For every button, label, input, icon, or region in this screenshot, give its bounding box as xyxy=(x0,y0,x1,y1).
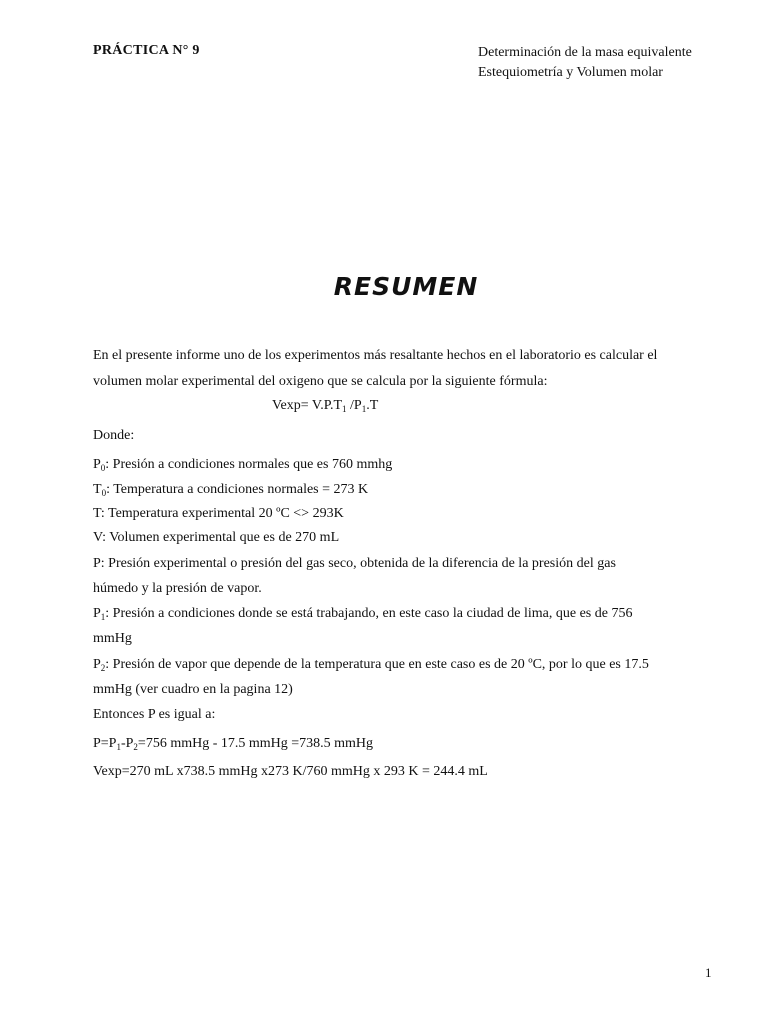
intro-line-2: volumen molar experimental del oxigeno que se calcula por la siguiente fórmula: xyxy=(93,374,548,389)
formula-vexp xyxy=(272,398,378,414)
definition-text: : Presión a condiciones normales que es 760 mmhg xyxy=(105,457,393,472)
header-subject xyxy=(478,43,692,83)
header-subject-line-1: Determinación de la masa equivalente xyxy=(478,45,692,60)
definition-p2 xyxy=(93,657,649,673)
definition-v: V: Volumen experimental que es de 270 mL xyxy=(93,530,340,545)
formula-mid: /P xyxy=(346,398,362,413)
definition-t0 xyxy=(93,482,368,498)
symbol: P xyxy=(93,457,101,472)
donde-label: Donde: xyxy=(93,428,135,443)
definition-p1-line-2: mmHg xyxy=(93,631,132,646)
definition-text: : Temperatura a condiciones normales = 273 K xyxy=(106,482,369,497)
calc-subscript: 2 xyxy=(133,742,138,752)
definition-p-line-1: P: Presión experimental o presión del gas seco, obtenida de la diferencia de la presión del gas xyxy=(93,556,616,571)
symbol-subscript: 0 xyxy=(100,463,106,473)
formula-sub-2: 1 xyxy=(361,404,367,414)
practice-number: PRÁCTICA N° 9 xyxy=(93,43,200,58)
intro-line-1: En el presente informe uno de los experimentos más resaltante hechos en el laboratorio es calcular el xyxy=(93,348,658,363)
definition-text: : Presión de vapor que depende de la temperatura que en este caso es de 20 ºC, por lo que es 17.5 xyxy=(105,657,649,672)
page-number: 1 xyxy=(705,965,712,980)
symbol-subscript: 0 xyxy=(101,488,107,498)
symbol: P xyxy=(93,657,101,672)
definition-p0 xyxy=(93,457,392,473)
formula-suffix: .T xyxy=(366,398,379,413)
definition-p2-line-2: mmHg (ver cuadro en la pagina 12) xyxy=(93,682,293,697)
symbol: P xyxy=(93,606,101,621)
calc-part: -P xyxy=(120,736,134,751)
calc-subscript: 1 xyxy=(116,742,121,752)
page-title: RESUMEN xyxy=(333,272,479,301)
calculation-p xyxy=(93,736,373,752)
definition-t: T: Temperatura experimental 20 ºC <> 293K xyxy=(93,506,344,521)
formula-sub-1: 1 xyxy=(342,404,347,414)
formula-prefix: Vexp= V.P.T xyxy=(272,398,343,413)
header-subject-line-2: Estequiometría y Volumen molar xyxy=(478,65,663,80)
definition-p-line-2: húmedo y la presión de vapor. xyxy=(93,581,262,596)
symbol-subscript: 1 xyxy=(100,612,106,622)
symbol: T xyxy=(93,482,102,497)
calculation-vexp: Vexp=270 mL x738.5 mmHg x273 K/760 mmHg x 293 K = 244.4 mL xyxy=(93,764,488,779)
definition-p1 xyxy=(93,606,632,622)
symbol-subscript: 2 xyxy=(100,663,106,673)
definition-text: : Presión a condiciones donde se está trabajando, en este caso la ciudad de lima, que es de 756 xyxy=(105,606,633,621)
entonces-label: Entonces P es igual a: xyxy=(93,707,216,722)
calc-part: P=P xyxy=(93,736,117,751)
calc-part: =756 mmHg - 17.5 mmHg =738.5 mmHg xyxy=(137,736,374,751)
